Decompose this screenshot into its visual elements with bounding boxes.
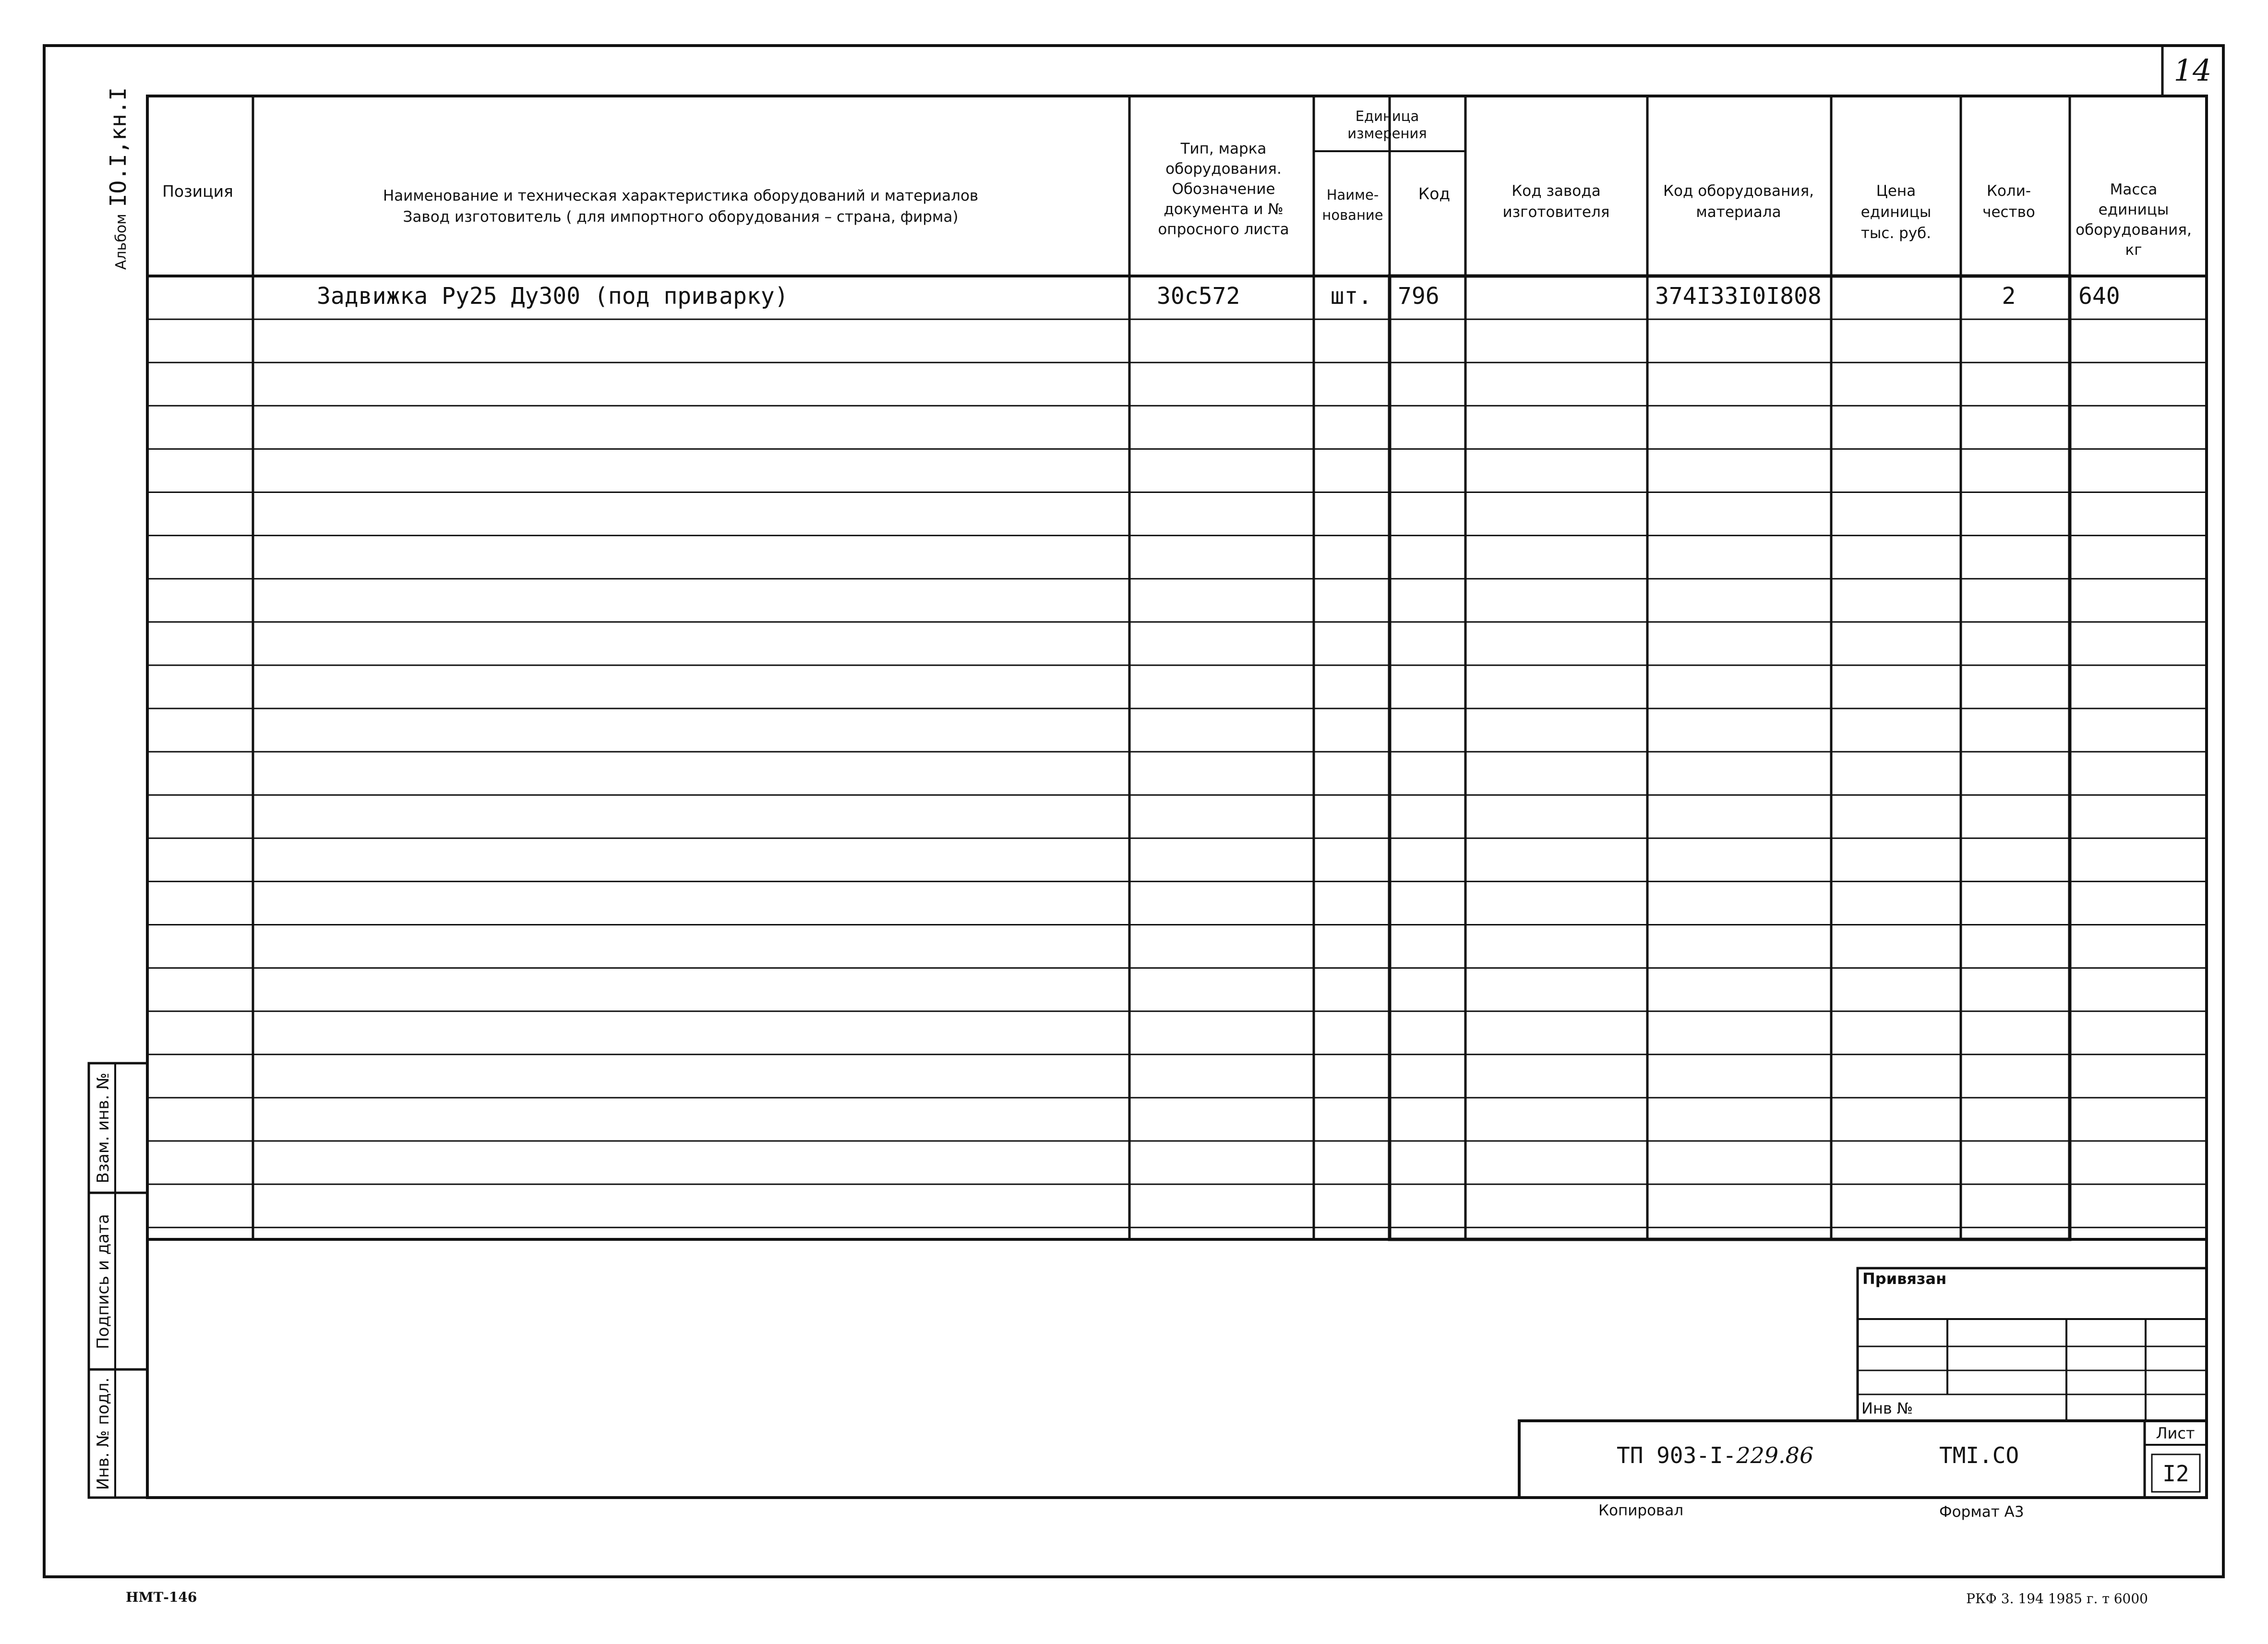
header-unit-code: Код [1418,184,1451,203]
privyazan-label: Привязан [1862,1270,1947,1288]
title-block [1519,1268,2207,1521]
row-equip-code: 374I33I0I808 [1655,283,1822,310]
header-type-line: Тип, марка [1180,140,1267,157]
header-mass-line: кг [2125,241,2142,259]
header-plant-code-line: Код завода [1512,182,1601,200]
album-label [105,87,131,270]
album-code: АльбомIO.I,кн.I [105,87,131,270]
header-name-line1: Наименование и техническая характеристика оборудований и материалов [383,187,979,204]
header-name-line2: Завод изготовитель ( для импортного оборудования – страна, фирма) [403,208,959,226]
stamp-inv: Инв. № подл. [94,1377,113,1490]
stamp-podpis: Подпись и дата [94,1214,113,1349]
table-body [317,283,2120,310]
footer-right: РКФ 3. 194 1985 г. т 6000 [1966,1591,2148,1607]
page-number-box [2162,46,2211,96]
row-name: Задвижка Ру25 Ду300 (под приварку) [317,283,789,310]
table-header [162,108,2192,259]
header-mass-line: Масса [2110,181,2158,198]
header-position: Позиция [162,182,233,201]
header-type-line: Обозначение [1172,180,1275,198]
header-unit-line: измерения [1347,125,1427,142]
page-number: 14 [2173,53,2212,88]
row-type: 30с572 [1157,283,1240,310]
header-price-line: единицы [1860,204,1932,221]
doc-mark: ТМI.СО [1939,1442,2019,1468]
header-unit-line: Единица [1355,108,1419,124]
header-equip-code-line: материала [1696,204,1781,221]
header-mass-line: единицы [2098,201,2169,218]
header-unit-name-line: нование [1322,207,1383,223]
header-unit-name-line: Наиме- [1326,187,1379,203]
header-mass-line: оборудования, [2076,221,2192,239]
kopiroval-label: Копировал [1598,1502,1684,1519]
table-grid [147,96,2207,1239]
sheet-label: Лист [2156,1424,2195,1442]
format-label: Формат А3 [1939,1503,2024,1521]
header-type-line: опросного листа [1158,221,1289,238]
header-plant-code-line: изготовителя [1502,204,1610,221]
row-qty: 2 [2002,283,2016,310]
inv-no-label: Инв № [1861,1399,1913,1417]
side-stamp [89,1063,147,1498]
header-qty-line: чество [1982,204,2035,221]
doc-designation: ТП 903-I-229.86 [1617,1442,1814,1468]
header-type-line: оборудования. [1165,160,1282,178]
row-unit-name: шт. [1330,283,1372,310]
header-type-line: документа и № [1164,201,1284,218]
row-mass: 640 [2078,283,2120,310]
header-price-line: Цена [1876,182,1916,200]
header-price-line: тыс. руб. [1860,225,1932,242]
footer-left: НМТ-146 [126,1589,197,1605]
stamp-vzam: Взам. инв. № [94,1072,113,1184]
header-equip-code-line: Код оборудования, [1663,182,1814,200]
sheet-number: I2 [2162,1461,2189,1487]
row-unit-code: 796 [1398,283,1440,310]
header-qty-line: Коли- [1986,182,2031,200]
